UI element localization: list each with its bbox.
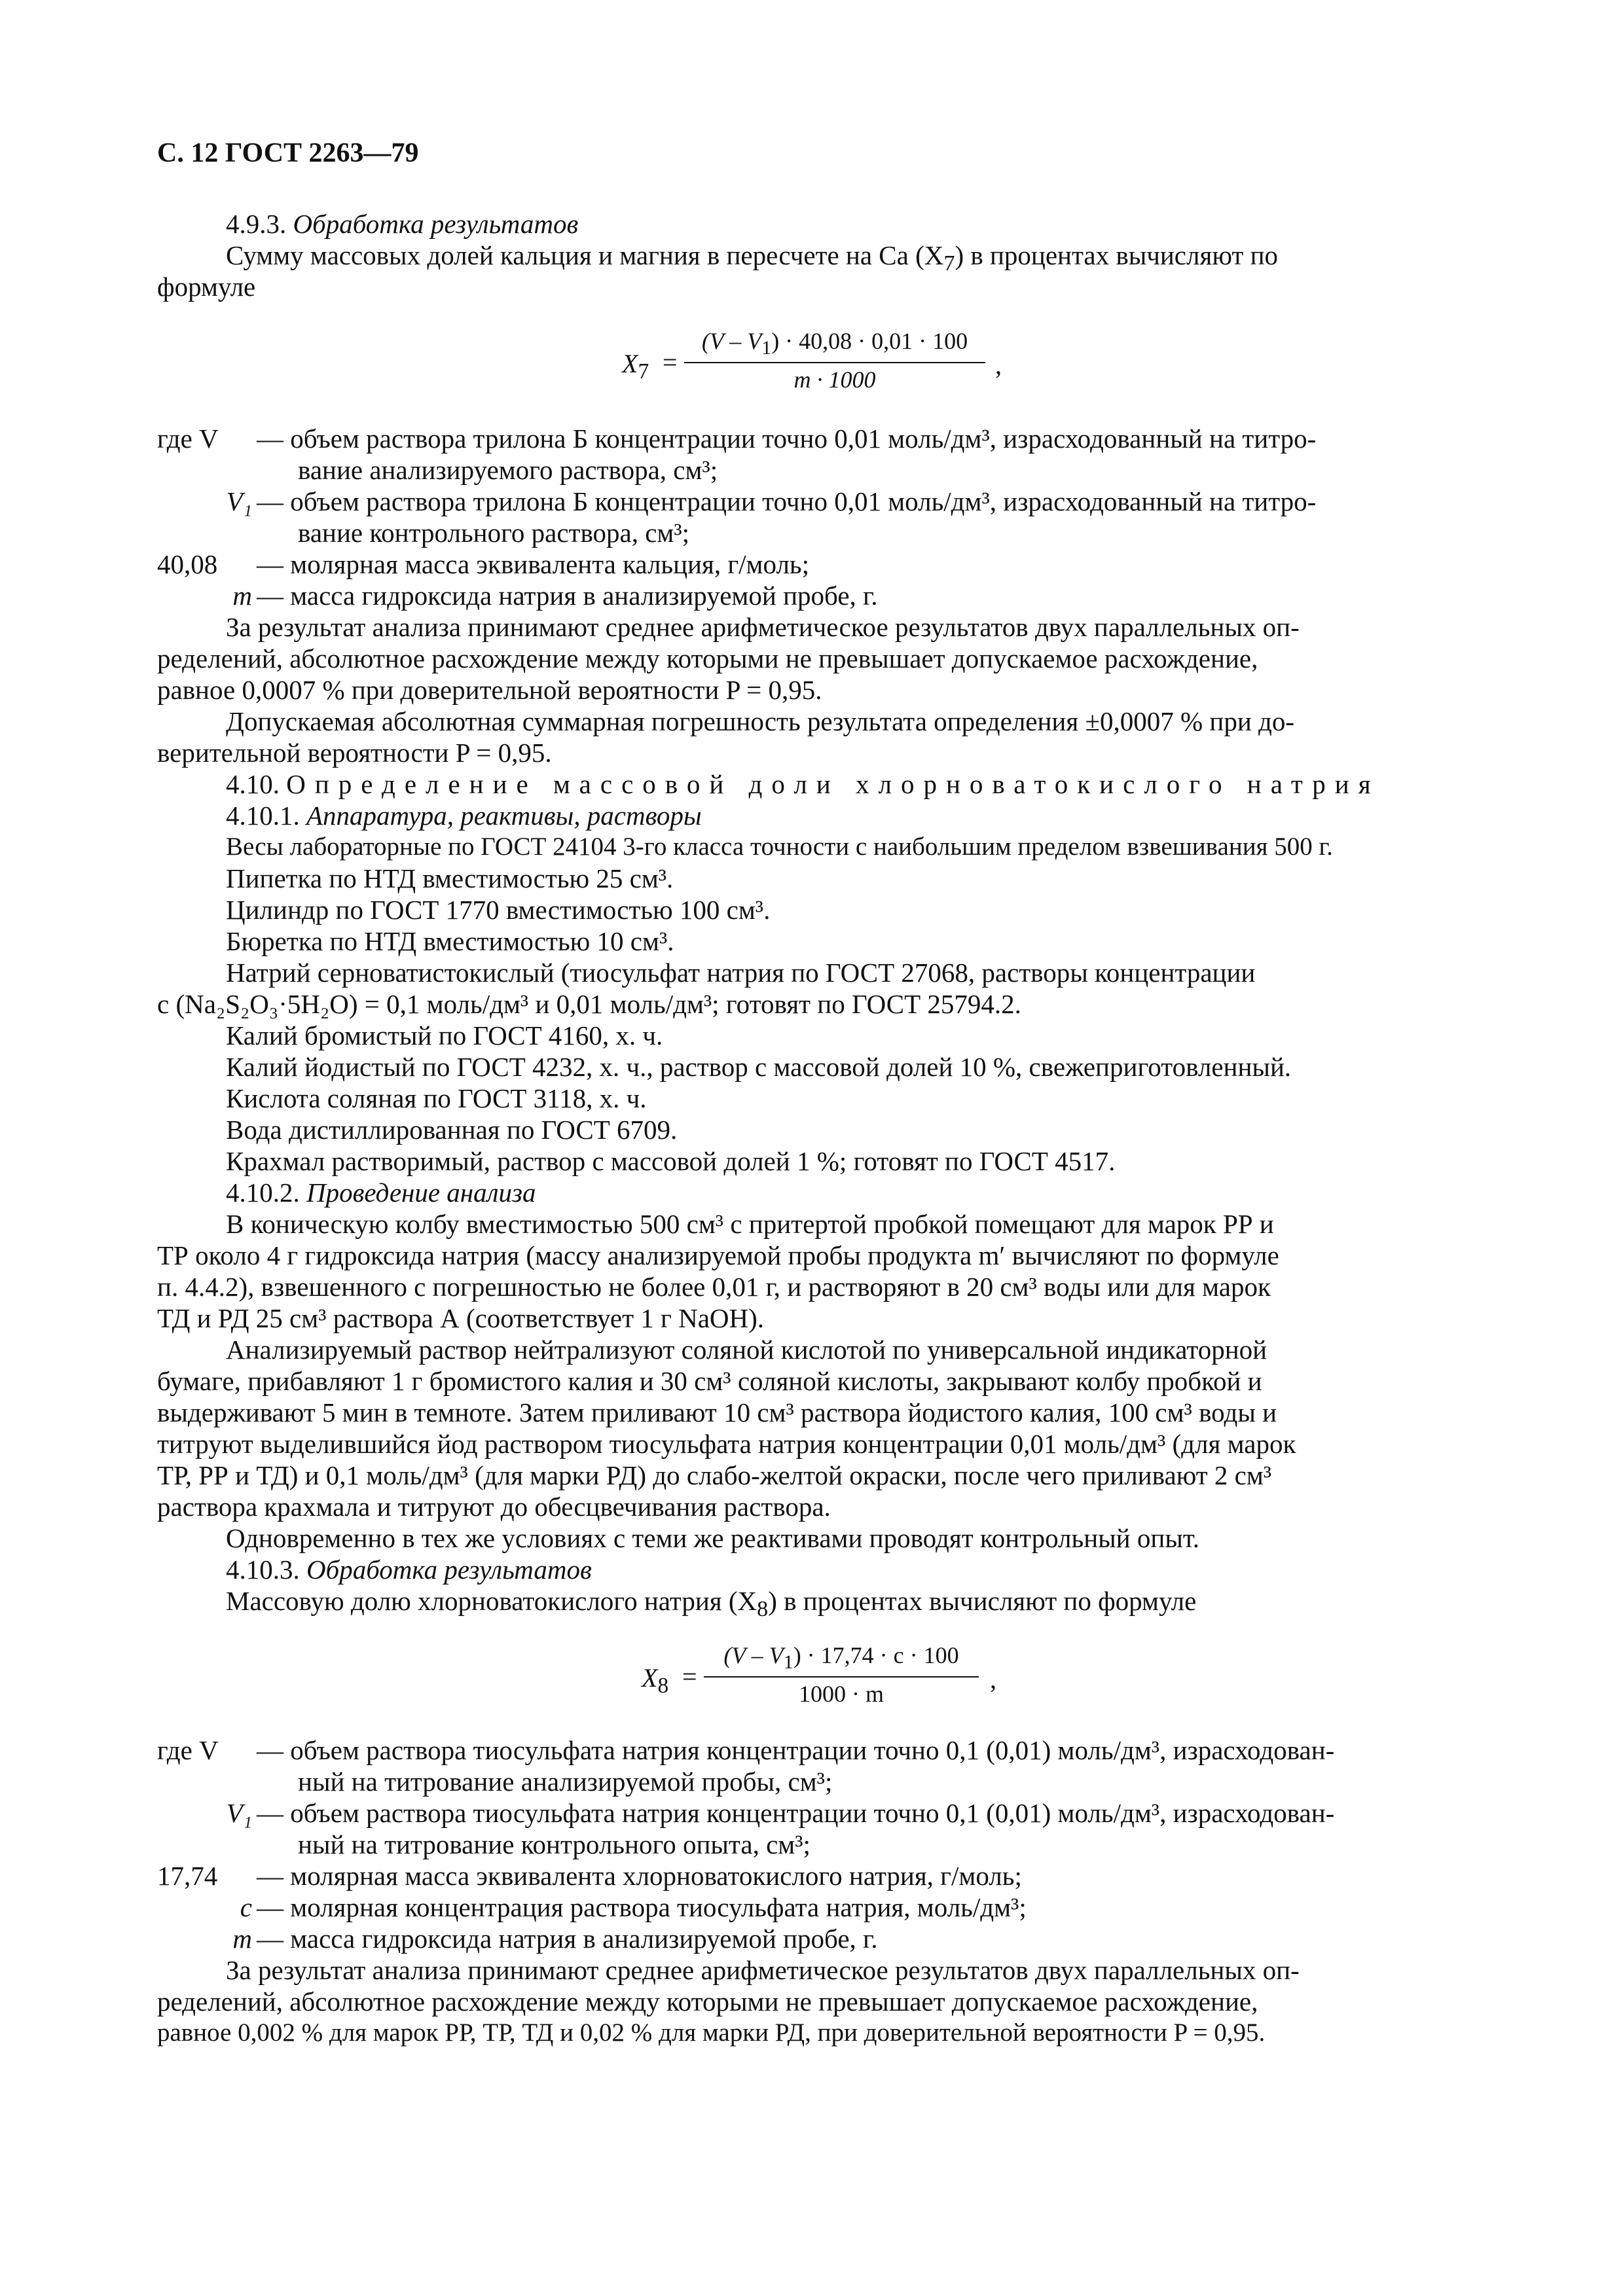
formula-denominator: 1000 · m — [799, 1681, 884, 1708]
reagent-item: Вода дистиллированная по ГОСТ 6709. — [226, 1115, 678, 1145]
definition-text: ный на титрование контрольного опыта, см³; — [298, 1829, 811, 1859]
paragraph-line: В коническую колбу вместимостью 500 см³ с притертой пробкой помещают для марок РР и — [226, 1209, 1274, 1239]
paragraph-line: Одновременно в тех же условиях с теми же реактивами проводят контрольный опыт. — [226, 1523, 1199, 1553]
definition-symbol: V₁ — [226, 1798, 252, 1828]
formula-var: X — [642, 1663, 658, 1693]
subscript: 8 — [757, 1597, 769, 1622]
formula-tail: , — [995, 350, 1002, 380]
fraction-bar — [704, 1676, 979, 1677]
subscript: 7 — [943, 251, 955, 276]
formula-eq: = — [682, 1662, 697, 1691]
paragraph-line: бумаге, прибавляют 1 г бромистого калия и 30 см³ соляной кислоты, закрывают колбу пробкой и — [157, 1366, 1262, 1396]
formula-sub: 8 — [657, 1674, 669, 1698]
formula-x7 — [622, 327, 1080, 399]
paragraph-line: За результат анализа принимают среднее арифметическое результатов двух параллельных оп- — [226, 1955, 1300, 1985]
definition-text: ный на титрование анализируемой пробы, см³; — [298, 1767, 833, 1797]
paragraph-line: раствора крахмала и титруют до обесцвечивания раствора. — [157, 1492, 831, 1522]
formula-var: X — [622, 349, 638, 378]
paragraph-line: равное 0,0007 % при доверительной вероятности P = 0,95. — [157, 675, 822, 705]
reagent-item: Калий бромистый по ГОСТ 4160, х. ч. — [226, 1020, 663, 1050]
formula-lhs — [642, 1662, 668, 1698]
section-title: Определение массовой доли хлорноватокислого натрия — [286, 769, 1380, 799]
section-number: 4.10.3. — [226, 1554, 300, 1585]
section-4-10-1-heading — [226, 800, 702, 831]
definition-text: — молярная масса эквивалента хлорноватокислого натрия, г/моль; — [257, 1861, 1022, 1891]
formula-eq: = — [663, 348, 678, 377]
text: (V – V — [701, 328, 762, 354]
formula-numerator — [704, 1641, 979, 1674]
definition-text: — молярная масса эквивалента кальция, г/моль; — [257, 549, 810, 579]
definition-symbol: где V — [157, 423, 219, 454]
definition-symbol: 40,08 — [157, 549, 218, 579]
reagent-item: Натрий серноватистокислый (тиосульфат натрия по ГОСТ 27068, растворы концентрации — [226, 958, 1256, 988]
paragraph-line: п. 4.4.2), взвешенного с погрешностью не более 0,01 г, и растворяют в 20 см³ воды или для марок — [157, 1272, 1271, 1302]
text: ) · 40,08 · 0,01 · 100 — [771, 328, 968, 354]
section-4-10-2-heading — [226, 1177, 536, 1208]
definition-text: вание анализируемого раствора, см³; — [298, 455, 718, 485]
text: Массовую долю хлорноватокислого натрия (X — [226, 1586, 757, 1616]
section-4-9-3-heading — [226, 208, 578, 240]
paragraph-line: ТД и РД 25 см³ раствора А (соответствует 1 г NaOH). — [157, 1303, 765, 1333]
definition-text: — объем раствора трилона Б концентрации точно 0,01 моль/дм³, израсходованный на титро- — [257, 423, 1317, 454]
definition-symbol: m — [232, 581, 252, 611]
section-title: Проведение анализа — [306, 1177, 536, 1208]
definition-symbol: c — [240, 1892, 252, 1922]
apparatus-item: Пипетка по НТД вместимостью 25 см³. — [226, 863, 674, 893]
text: (V – V — [723, 1642, 784, 1668]
definition-text: — масса гидроксида натрия в анализируемой пробе, г. — [257, 581, 878, 611]
definition-symbol: V₁ — [226, 486, 252, 516]
formula-sub: 1 — [783, 1651, 793, 1674]
section-number: 4.10.1. — [226, 800, 300, 831]
paragraph-line: выдерживают 5 мин в темноте. Затем приливают 10 см³ раствора йодистого калия, 100 см³ воды и — [157, 1397, 1277, 1427]
text: ) в процентах вычисляют по формуле — [768, 1586, 1197, 1616]
apparatus-item: Бюретка по НТД вместимостью 10 см³. — [226, 926, 674, 956]
paragraph-line: равное 0,002 % для марок РР, ТР, ТД и 0,02 % для марки РД, при доверительной вероятности P = 0,95. — [157, 2018, 1266, 2047]
apparatus-item: Цилиндр по ГОСТ 1770 вместимостью 100 см³. — [226, 895, 771, 925]
section-number: 4.9.3. — [226, 209, 287, 239]
definition-symbol: 17,74 — [157, 1861, 218, 1891]
page-header: С. 12 ГОСТ 2263—79 — [157, 138, 419, 168]
reagent-item: Кислота соляная по ГОСТ 3118, х. ч. — [226, 1083, 647, 1113]
paragraph-line: ределений, абсолютное расхождение между которыми не превышает допускаемое расхождение, — [157, 1986, 1258, 2017]
section-number: 4.10. — [226, 769, 280, 799]
definition-text: — масса гидроксида натрия в анализируемой пробе, г. — [257, 1924, 878, 1954]
section-title: Обработка результатов — [293, 209, 579, 239]
text: ) · 17,74 · c · 100 — [793, 1642, 959, 1668]
formula-tail: , — [990, 1664, 996, 1694]
paragraph-line — [226, 1585, 1196, 1625]
paragraph-line: Анализируемый раствор нейтрализуют соляной кислотой по универсальной индикаторной — [226, 1335, 1267, 1365]
definition-text: вание контрольного раствора, см³; — [298, 518, 690, 548]
text: ) в процентах вычисляют по — [955, 240, 1279, 270]
paragraph-line: ТР, РР и ТД) и 0,1 моль/дм³ (для марки РД) до слабо-желтой окраски, после чего приливают 2 см³ — [157, 1460, 1272, 1490]
formula-x8 — [642, 1641, 1100, 1713]
document-page — [157, 0, 1470, 2296]
section-4-10-heading — [226, 768, 1380, 800]
definition-text: — молярная концентрация раствора тиосульфата натрия, моль/дм³; — [257, 1892, 1027, 1922]
reagent-item: Крахмал растворимый, раствор с массовой долей 1 %; готовят по ГОСТ 4517. — [226, 1146, 1116, 1176]
paragraph-line — [226, 240, 1278, 279]
formula-fraction — [684, 327, 985, 393]
formula-lhs — [622, 348, 649, 384]
reagent-item: c (Na₂S₂O₃·5H₂O) = 0,1 моль/дм³ и 0,01 моль/дм³; готовят по ГОСТ 25794.2. — [157, 989, 1021, 1019]
definition-text: — объем раствора тиосульфата натрия концентрации точно 0,1 (0,01) моль/дм³, израсходован- — [257, 1735, 1335, 1765]
section-number: 4.10.2. — [226, 1177, 300, 1208]
reagent-item: Калий йодистый по ГОСТ 4232, х. ч., раствор с массовой долей 10 %, свежеприготовленный. — [226, 1052, 1292, 1082]
formula-numerator — [684, 327, 985, 359]
paragraph-line: За результат анализа принимают среднее арифметическое результатов двух параллельных оп- — [226, 612, 1300, 642]
definition-symbol: где V — [157, 1735, 219, 1765]
paragraph-line: формуле — [157, 272, 256, 302]
paragraph-line: ТР около 4 г гидроксида натрия (массу анализируемой пробы продукта m′ вычисляют по формуле — [157, 1240, 1279, 1270]
section-title: Обработка результатов — [306, 1554, 592, 1585]
paragraph-line: титруют выделившийся йод раствором тиосульфата натрия концентрации 0,01 моль/дм³ (для марок — [157, 1429, 1296, 1459]
definition-text: — объем раствора тиосульфата натрия концентрации точно 0,1 (0,01) моль/дм³, израсходован- — [257, 1798, 1335, 1828]
formula-sub: 1 — [761, 337, 772, 359]
paragraph-line: ределений, абсолютное расхождение между которыми не превышает допускаемое расхождение, — [157, 643, 1258, 673]
formula-denominator: m · 1000 — [793, 367, 876, 393]
section-title: Аппаратура, реактивы, растворы — [306, 800, 702, 831]
definition-text: — объем раствора трилона Б концентрации точно 0,01 моль/дм³, израсходованный на титро- — [257, 486, 1317, 516]
definition-symbol: m — [232, 1924, 252, 1954]
apparatus-item: Весы лабораторные по ГОСТ 24104 3-го класса точности с наибольшим пределом взвешивания 500 г. — [226, 833, 1333, 861]
paragraph-line: Допускаемая абсолютная суммарная погрешность результата определения ±0,0007 % при до- — [226, 706, 1295, 736]
section-4-10-3-heading — [226, 1554, 592, 1585]
formula-sub: 7 — [638, 359, 649, 384]
text: Сумму массовых долей кальция и магния в пересчете на Ca (X — [226, 240, 944, 270]
fraction-bar — [684, 362, 985, 363]
paragraph-line: верительной вероятности P = 0,95. — [157, 738, 552, 768]
formula-fraction — [704, 1641, 979, 1708]
